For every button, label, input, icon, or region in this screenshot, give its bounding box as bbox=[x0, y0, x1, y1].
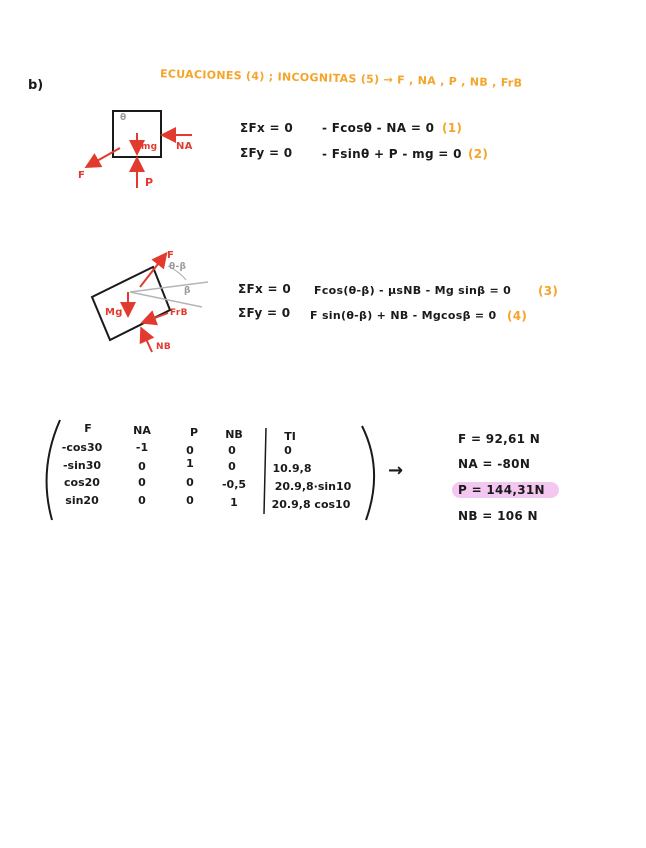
eq1-sum: ΣFx = 0 bbox=[240, 121, 293, 135]
eq3-tag: (3) bbox=[538, 284, 559, 298]
f-label-1: F bbox=[78, 170, 86, 181]
mg-label-1: mg bbox=[141, 142, 158, 152]
header-p: P bbox=[189, 426, 199, 439]
eq4-sum: ΣFy = 0 bbox=[238, 306, 291, 320]
eq3-expr: Fcos(θ-β) - μsNB - Mg sinβ = 0 bbox=[314, 284, 512, 297]
eq2-tag: (2) bbox=[468, 147, 489, 161]
cell-r2-c4: 0 bbox=[228, 460, 236, 473]
corner-angle-label: θ bbox=[120, 113, 127, 123]
cell-r2-c1: -sin30 bbox=[62, 459, 102, 472]
result-na: NA = -80N bbox=[458, 457, 531, 471]
cell-r3-c4: -0,5 bbox=[221, 478, 247, 491]
cell-r2-c5: 10.9,8 bbox=[272, 462, 312, 475]
cell-r2-c2: 0 bbox=[138, 460, 146, 473]
cell-r3-c3: 0 bbox=[186, 476, 194, 489]
header-unknowns: ECUACIONES (4) ; INCOGNITAS (5) → F , NA , P , NB , FrB bbox=[159, 67, 523, 90]
header-ti: TI bbox=[284, 430, 296, 443]
eq1-expr: - Fcosθ - NA = 0 bbox=[322, 121, 435, 135]
eq2-sum: ΣFy = 0 bbox=[240, 146, 293, 160]
result-p-highlighted: P = 144,31N bbox=[452, 482, 559, 498]
header-nb: NB bbox=[225, 428, 243, 441]
beta-label: β bbox=[184, 286, 191, 296]
eq3-sum: ΣFx = 0 bbox=[238, 282, 291, 296]
header-f: F bbox=[84, 422, 92, 435]
cell-r1-c4: 0 bbox=[228, 444, 236, 457]
na-label: NA bbox=[176, 141, 193, 152]
part-label: b) bbox=[28, 78, 44, 93]
result-f: F = 92,61 N bbox=[458, 432, 541, 446]
cell-r1-c3: 0 bbox=[186, 444, 194, 457]
cell-r1-c1: -cos30 bbox=[61, 441, 103, 454]
result-arrow: → bbox=[388, 460, 404, 481]
f-label-2: F bbox=[167, 250, 175, 261]
cell-r1-c2: -1 bbox=[135, 441, 149, 454]
cell-r4-c1: sin20 bbox=[65, 494, 99, 507]
header-na: NA bbox=[133, 424, 151, 437]
result-nb: NB = 106 N bbox=[458, 509, 538, 523]
cell-r4-c3: 0 bbox=[186, 494, 194, 507]
eq4-expr: F sin(θ-β) + NB - Mgcosβ = 0 bbox=[310, 309, 497, 322]
cell-r4-c5: 20.9,8 cos10 bbox=[271, 498, 351, 511]
theta-beta-label: θ-β bbox=[169, 262, 187, 272]
cell-r3-c5: 20.9,8·sin10 bbox=[274, 480, 352, 493]
eq1-tag: (1) bbox=[442, 121, 463, 135]
p-label: P bbox=[145, 176, 154, 189]
eq2-expr: - Fsinθ + P - mg = 0 bbox=[322, 147, 462, 161]
cell-r1-c5: 0 bbox=[284, 444, 292, 457]
right-paren bbox=[362, 426, 374, 520]
mg-label-2: Mg bbox=[105, 307, 123, 318]
cell-r4-c4: 1 bbox=[230, 496, 238, 509]
nb-label: NB bbox=[156, 342, 171, 352]
eq4-tag: (4) bbox=[507, 309, 528, 323]
frb-label: FrB bbox=[170, 308, 188, 318]
cell-r2-c3: 1 bbox=[186, 457, 194, 470]
cell-r3-c1: cos20 bbox=[64, 476, 100, 489]
cell-r3-c2: 0 bbox=[138, 476, 146, 489]
cell-r4-c2: 0 bbox=[138, 494, 146, 507]
